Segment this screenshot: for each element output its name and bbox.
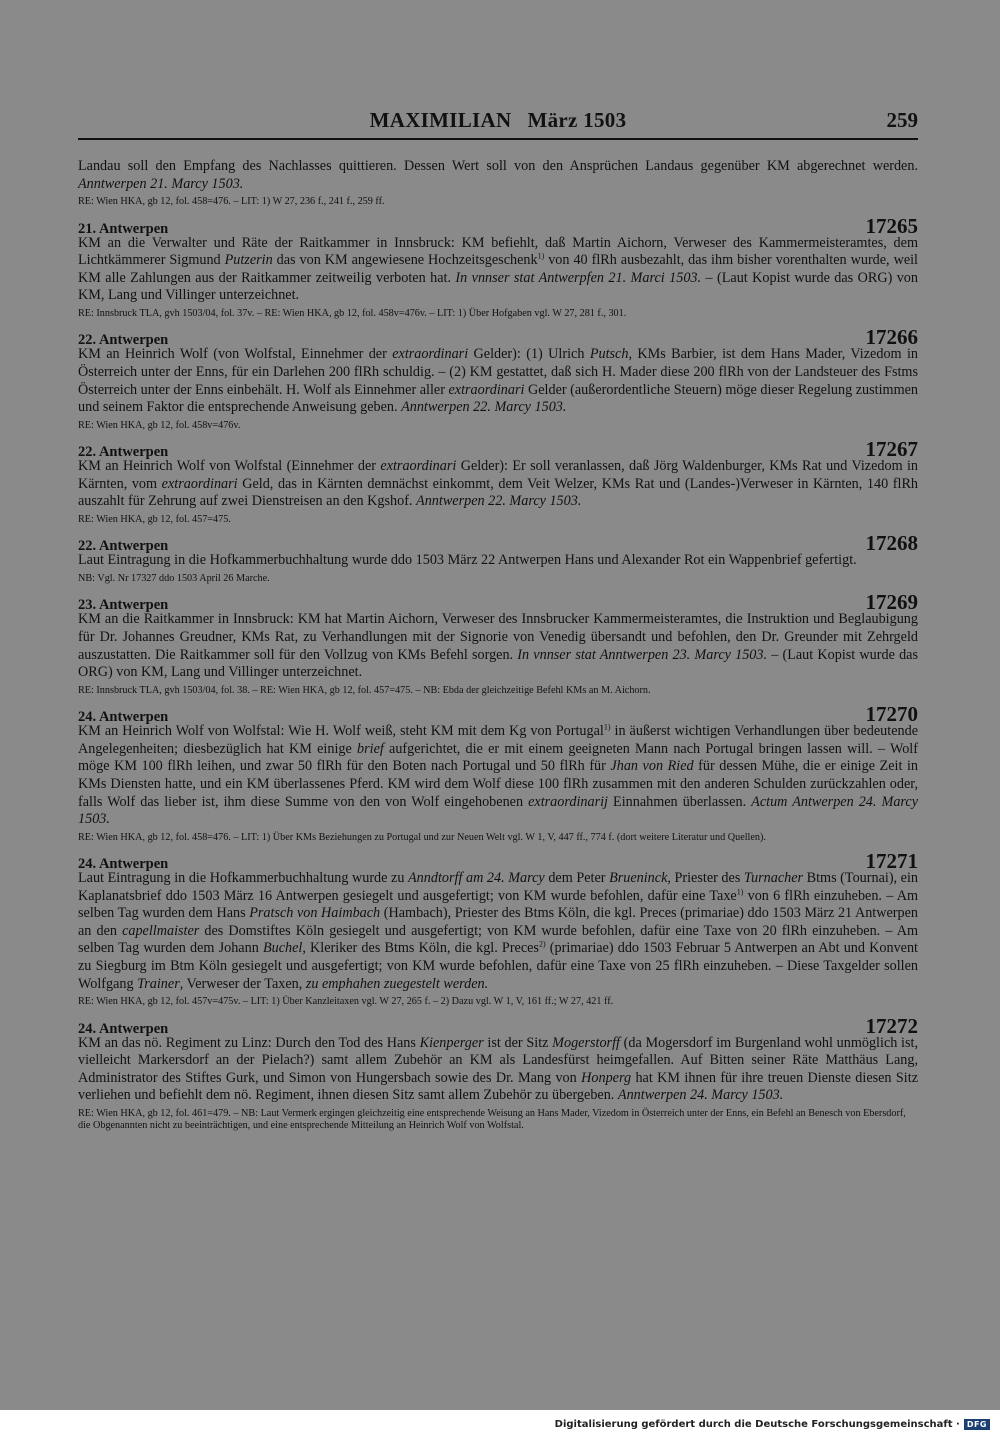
- entry-reference: RE: Wien HKA, gb 12, fol. 458v=476v.: [78, 419, 241, 431]
- footnote-marker: 2): [538, 939, 546, 949]
- entry-reference: RE: Innsbruck TLA, gvh 1503/04, fol. 38. – RE: Wien HKA, gb 12, fol. 457=475. – NB: Ebda der gleichzeitige Befehl KMs an M. Aichorn.: [78, 684, 651, 696]
- footer-credit: [555, 1416, 990, 1432]
- header-title: MAXIMILIAN: [369, 108, 512, 132]
- header-divider: [78, 138, 918, 140]
- intro-block: [78, 158, 918, 209]
- entry-header: [78, 849, 918, 874]
- entry-reference: RE: Innsbruck TLA, gvh 1503/04, fol. 37v. – RE: Wien HKA, gb 12, fol. 458v=476v. – LIT: 1) Über Hofgaben vgl. W 27, 281 f., 301.: [78, 307, 627, 319]
- footnote-marker: 1): [537, 251, 545, 261]
- entry-location: 24. Antwerpen: [78, 856, 169, 873]
- footer-text: Digitalisierung gefördert durch die Deutsche Forschungsgemeinschaft ·: [554, 1418, 960, 1430]
- entry-text: KM an die Verwalter und Räte der Raitkammer in Innsbruck: KM befiehlt, daß Martin Aichorn, Verweser des Kammermeisteramtes, dem Lichtkämmerer Sigmund Putzerin das von KM angewiesene Hochzeitsgeschenk$^{1)}$ von 40 flRh ausbezahlt, das ihm bisher vorenthalten wurde, weil KM alle Zahlungen aus der Raitkammer zeitweilig verboten hat. In vnnser stat Antwerpfen 21. Marci 1503. – (Laut Kopist wurde das ORG) von KM, Lang und Villinger unterzeichnet.: [78, 234, 918, 304]
- entry-17266: [78, 325, 919, 432]
- header-month: März 1503: [527, 108, 627, 132]
- intro-text: Landau soll den Empfang des Nachlasses quittieren. Dessen Wert soll von den Ansprüchen Landaus gegenüber KM abgerechnet werden.: [78, 158, 918, 174]
- entry-header: [78, 1013, 918, 1038]
- entry-reference: NB: Vgl. Nr 17327 ddo 1503 April 26 Marche.: [78, 572, 270, 584]
- entry-header: [78, 437, 918, 462]
- entry-location: 22. Antwerpen: [78, 538, 169, 555]
- entry-17265: [78, 213, 918, 321]
- entry-location: 24. Antwerpen: [78, 709, 169, 726]
- page-content: [78, 158, 918, 1133]
- entry-location: 23. Antwerpen: [78, 597, 169, 614]
- entry-location: 22. Antwerpen: [78, 444, 169, 461]
- entry-text: Laut Eintragung in die Hofkammerbuchhaltung wurde zu Anndtorff am 24. Marcy dem Peter Brueninck, Priester des Turnacher Btms (Tournai), ein Kaplanatsbrief ddo 1503 März 16 Antwerpen gesiegelt und ausgefertigt; von KM wurde befohlen, dafür eine Taxe$^{1)}$ von 6 flRh einzuheben. – Am selben Tag wurden dem Hans Pratsch von Haimbach (Hambach), Priester des Btms Köln, die kgl. Preces (primariae) ddo 1503 März 21 Antwerpen an den capellmaister des Domstiftes Köln gesiegelt und ausgefertigt; von KM wurde befohlen, dafür eine Taxe von 20 flRh einzuheben. – Am selben Tag wurden dem Johann Buchel, Kleriker des Btms Köln, die kgl. Preces$^{2)}$ (primariae) ddo 1503 Februar 5 Antwerpen an Abt und Konvent zu Siegburg im Btm Köln gesiegelt und ausgefertigt; von KM wurde befohlen, dafür eine Taxe von 25 flRh einzuheben. – Diese Taxgelder sollen Wolfgang Trainer, Verweser der Taxen, zu emphahen zuegestelt werden.: [78, 870, 919, 992]
- entry-header: [78, 531, 918, 556]
- intro-paragraph: [78, 158, 918, 193]
- entry-reference: RE: Wien HKA, gb 12, fol. 458=476. – LIT: 1) Über KMs Beziehungen zu Portugal und zur Neuen Welt vgl. W 1, V, 447 ff., 774 f. (dort weitere Literatur und Quellen).: [78, 831, 766, 843]
- entry-number: 17270: [865, 702, 918, 727]
- entry-header: [78, 213, 918, 238]
- entry-number: 17271: [865, 849, 918, 874]
- entry-text: KM an das nö. Regiment zu Linz: Durch den Tod des Hans Kienperger ist der Sitz Mogerstorff (da Mogersdorf im Burgenland wohl unmöglich ist, vielleicht Markersdorf an der Pielach?) samt allem Zubehör an KM als Landesfürst heimgefallen. Auf Bitten seiner Räte Matthäus Lang, Administrator des Stiftes Gurk, und Simon von Hungersbach sowie des Dr. Mang von Honperg hat KM ihnen für ihre treuen Dienste diesen Sitz verliehen und befiehlt dem nö. Regiment, ihnen diesen Sitz samt allem Zubehör zu übergeben. Anntwerpen 24. Marcy 1503.: [78, 1034, 919, 1104]
- intro-reference: RE: Wien HKA, gb 12, fol. 458=476. – LIT: 1) W 27, 236 f., 241 f., 259 ff.: [78, 196, 385, 208]
- entry-header: [78, 702, 918, 727]
- entry-number: 17265: [865, 213, 918, 238]
- footnote-marker: 1): [603, 722, 611, 732]
- running-title: [78, 108, 918, 133]
- entry-header: [78, 325, 918, 350]
- dfg-logo-icon: DFG: [964, 1419, 990, 1430]
- entry-text: KM an die Raitkammer in Innsbruck: KM hat Martin Aichorn, Verweser des Innsbrucker Kammermeisteramtes, die Instruktion und Beglaubigung für Dr. Johannes Greudner, KMs Rat, zu Verhandlungen mit der Signorie von Venedig übersandt und befohlen, den Dr. Greunder mit Zehrgeld auszustatten. Die Raitkammer soll für den Vollzug von KMs Befehl sorgen. In vnnser stat Anntwerpen 23. Marcy 1503. – (Laut Kopist wurde das ORG) von KM, Lang und Villinger unterzeichnet.: [78, 611, 918, 681]
- entry-number: 17269: [865, 590, 918, 615]
- page-number: 259: [886, 108, 918, 132]
- entry-number: 17268: [865, 531, 918, 556]
- entry-17272: [78, 1013, 919, 1133]
- entry-17268: [78, 531, 918, 585]
- entry-number: 17266: [865, 325, 918, 350]
- entry-text: Laut Eintragung in die Hofkammerbuchhaltung wurde ddo 1503 März 22 Antwerpen Hans und Alexander Rot ein Wappenbrief gefertigt.: [78, 552, 857, 569]
- entry-text: KM an Heinrich Wolf von Wolfstal: Wie H. Wolf weiß, steht KM mit dem Kg von Portugal$^{1)}$ in äußerst wichtigen Verhandlungen über bedeutende Angelegenheiten; diesbezüglich hat KM einige brief aufgerichtet, die er mit einem geeigneten Mann nach Portugal bringen lassen will. – Wolf möge KM 100 flRh leihen, und zwar 50 flRh für den Boten nach Portugal und 50 flRh für Jhan von Ried für dessen Mühe, die er einige Zeit in KMs Diensten hatte, und ein KM überlassenes Pferd. KM wird dem Wolf diese 100 flRh zusammen mit den anderen Schulden zurückzahlen oder, falls Wolf das lieber ist, ihm diese Summe von den von Wolf eingehobenen extraordinarij Einnahmen überlassen. Actum Antwerpen 24. Marcy 1503.: [78, 722, 918, 828]
- entry-17271: [78, 849, 919, 1009]
- entry-text: KM an Heinrich Wolf von Wolfstal (Einnehmer der extraordinari Gelder): Er soll veranlassen, daß Jörg Waldenburger, KMs Rat und Vizedom in Kärnten, vom extraordinari Geld, das in Kärnten demnächst einkommt, dem Veit Welzer, KMs Rat und (Landes-)Verweser in Kärnten, 140 flRh auszahlt für Zehrung auf zwei Dienstreisen an den Kgshof. Anntwerpen 22. Marcy 1503.: [78, 458, 919, 510]
- entry-location: 22. Antwerpen: [78, 332, 169, 349]
- entry-number: 17267: [865, 437, 918, 462]
- page-header: [78, 108, 918, 138]
- entry-text: KM an Heinrich Wolf (von Wolfstal, Einnehmer der extraordinari Gelder): (1) Ulrich Putsch, KMs Barbier, ist dem Hans Mader, Vizedom in Österreich unter der Enns, für ein Darlehen 200 flRh schuldig. – (2) KM gestattet, daß sich H. Mader diese 200 flRh von der Landsteuer des Fstms Österreich unter der Enns einbehält. H. Wolf als Einnehmer aller extraordinari Gelder (außerordentliche Steuern) möge dieser Regelung zustimmen und seinem Faktor die entsprechende Anweisung geben. Anntwerpen 22. Marcy 1503.: [78, 346, 919, 416]
- entry-location: 24. Antwerpen: [78, 1020, 169, 1037]
- entry-reference: RE: Wien HKA, gb 12, fol. 461=479. – NB: Laut Vermerk ergingen gleichzeitig eine entsprechende Weisung an Hans Mader, Vizedom in Österreich unter der Enns, ein Befehl an Benesch von Ebersdorf, die Obgenannten nicht zu beeinträchtigen, und eine entsprechende Mitteilung an Heinrich Wolf von Wolfstal.: [78, 1108, 906, 1132]
- entry-reference: RE: Wien HKA, gb 12, fol. 457=475.: [78, 513, 231, 525]
- entry-number: 17272: [865, 1013, 918, 1038]
- entry-17270: [78, 702, 918, 844]
- footnote-marker: 1): [736, 886, 744, 896]
- entry-17269: [78, 590, 918, 697]
- entry-header: [78, 590, 918, 615]
- entry-17267: [78, 437, 919, 526]
- entry-location: 21. Antwerpen: [78, 220, 169, 237]
- entry-reference: RE: Wien HKA, gb 12, fol. 457v=475v. – LIT: 1) Über Kanzleitaxen vgl. W 27, 265 f. – 2) Dazu vgl. W 1, V, 161 ff.; W 27, 421 ff.: [78, 996, 614, 1008]
- intro-date: Anntwerpen 21. Marcy 1503.: [78, 175, 244, 192]
